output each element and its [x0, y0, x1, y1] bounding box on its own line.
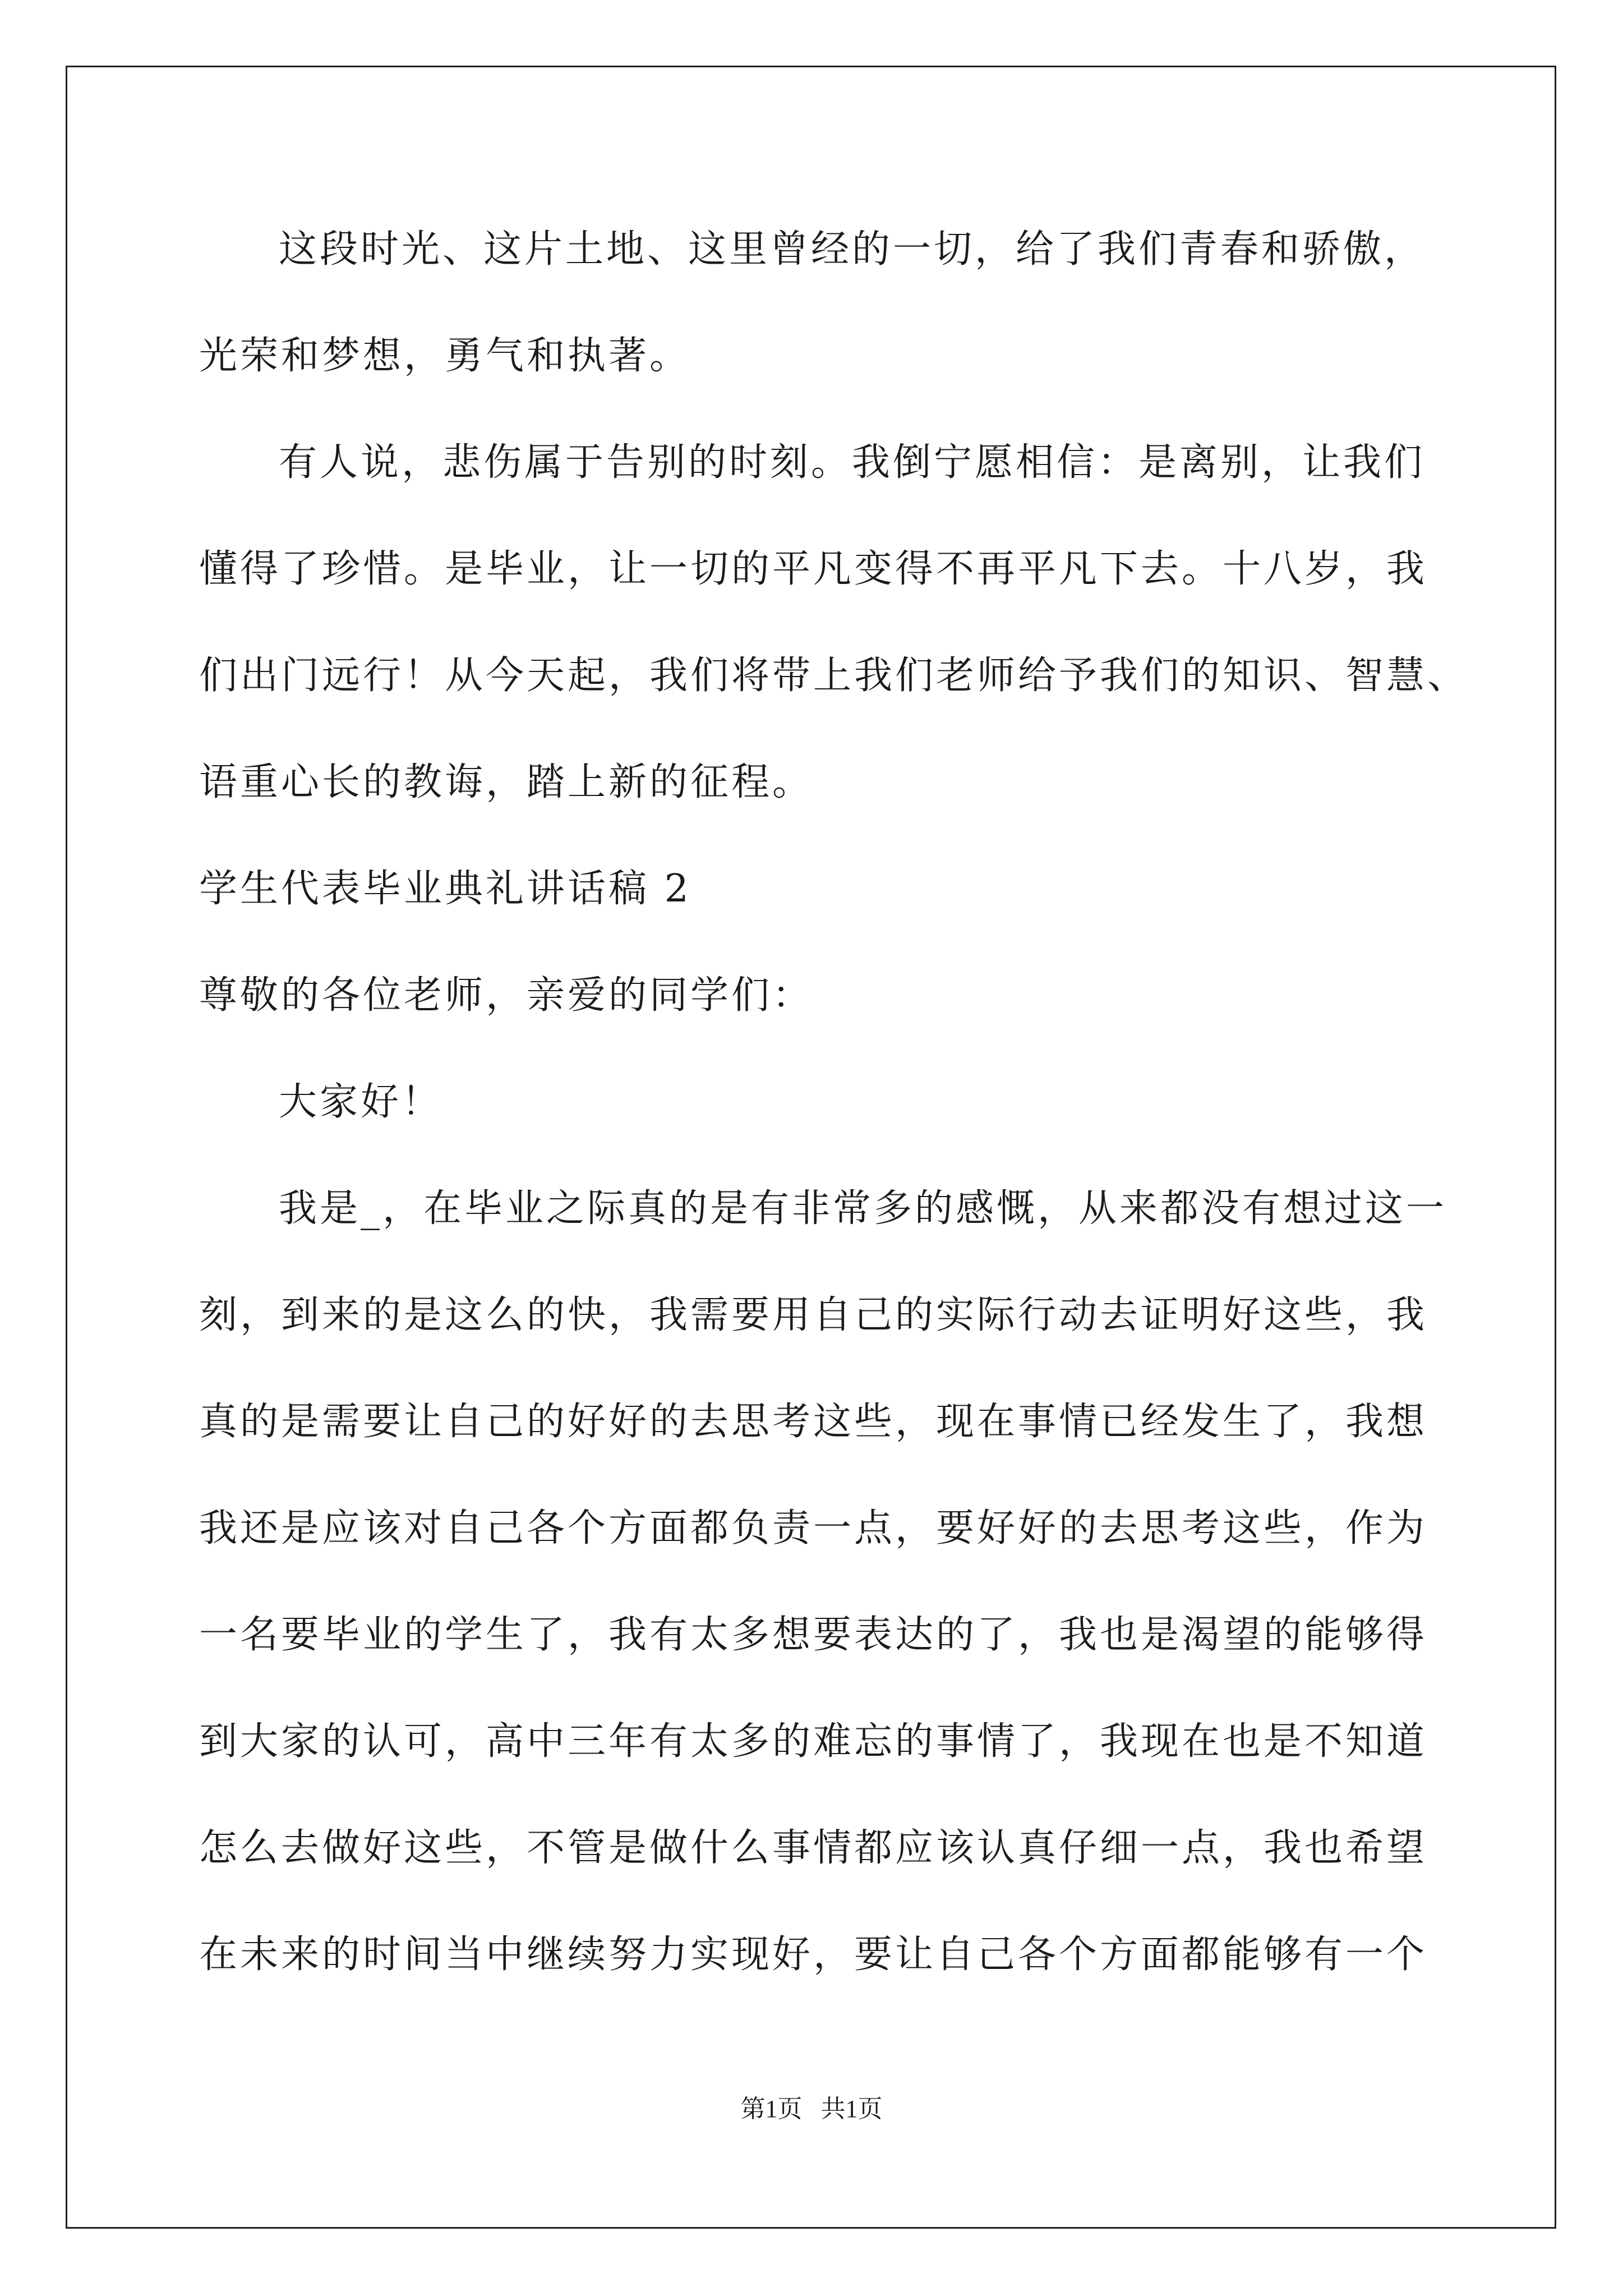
paragraph-line: 光荣和梦想，勇气和执著。 — [199, 334, 691, 378]
paragraph-line: 们出门远行！从今天起，我们将带上我们老师给予我们的知识、智慧、 — [199, 654, 1469, 698]
paragraph-line: 我是_，在毕业之际真的是有非常多的感慨，从来都没有想过这一 — [279, 1186, 1447, 1231]
greeting: 大家好！ — [279, 1080, 443, 1124]
paragraph-line: 这段时光、这片土地、这里曾经的一切，给了我们青春和骄傲， — [279, 227, 1426, 272]
paragraph-line: 怎么去做好这些，不管是做什么事情都应该认真仔细一点，我也希望 — [199, 1826, 1428, 1870]
document-body — [199, 216, 1467, 2028]
paragraph-line: 真的是需要让自己的好好的去思考这些，现在事情已经发生了，我想 — [199, 1400, 1428, 1444]
paragraph-line: 一名要毕业的学生了，我有太多想要表达的了，我也是渴望的能够得 — [199, 1613, 1428, 1657]
paragraph-line: 懂得了珍惜。是毕业，让一切的平凡变得不再平凡下去。十八岁，我 — [199, 547, 1428, 591]
paragraph-line: 刻，到来的是这么的快，我需要用自己的实际行动去证明好这些，我 — [199, 1293, 1428, 1337]
paragraph-line: 有人说，悲伤属于告别的时刻。我倒宁愿相信：是离别，让我们 — [279, 440, 1426, 485]
paragraph-line: 在未来的时间当中继续努力实现好，要让自己各个方面都能够有一个 — [199, 1932, 1428, 1977]
paragraph-line: 到大家的认可，高中三年有太多的难忘的事情了，我现在也是不知道 — [199, 1719, 1428, 1764]
paragraph-line: 语重心长的教诲，踏上新的征程。 — [199, 760, 814, 804]
paragraph-line: 我还是应该对自己各个方面都负责一点，要好好的去思考这些，作为 — [199, 1506, 1428, 1550]
section-heading: 学生代表毕业典礼讲话稿 2 — [199, 867, 691, 911]
page-number: 第1页 共1页 — [740, 2095, 883, 2123]
salutation: 尊敬的各位老师，亲爱的同学们： — [199, 973, 814, 1018]
